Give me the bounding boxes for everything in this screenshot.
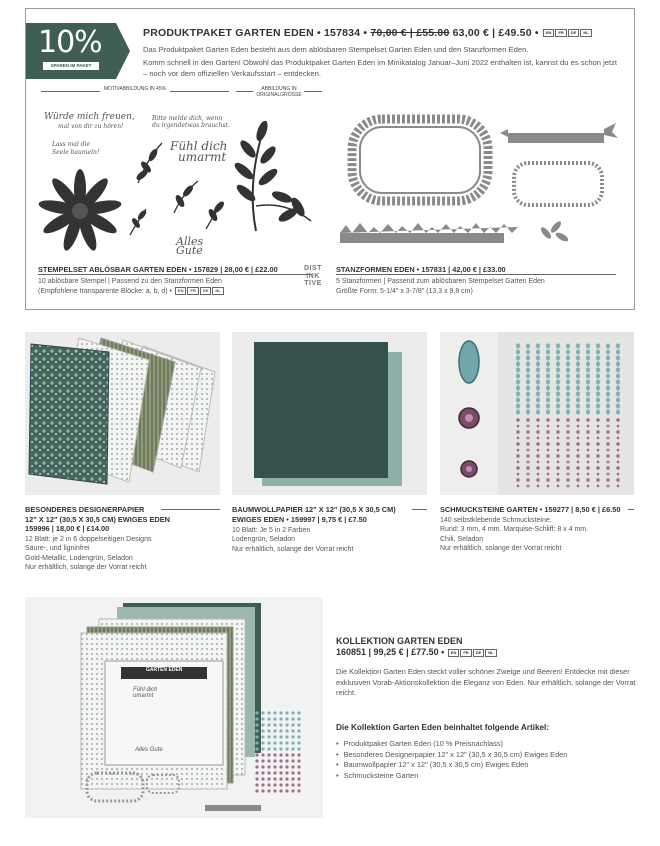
list-item: • Besonderes Designerpapier 12" x 12" (30,5 x 30,5 cm) Ewiges Eden	[336, 750, 636, 761]
collection-gems-icon	[253, 709, 313, 799]
collection-box-label: GARTEN EDEN	[146, 667, 183, 673]
original-size-label: ABBILDUNG IN ORIGINALGRÖSSE	[236, 91, 322, 92]
stamp-sentiment-1: Würde mich freuen, mal von dir zu hören!	[44, 112, 135, 130]
designer-paper-title: BESONDERES DESIGNERPAPIER 12" X 12" (30,5 X 30,5 CM) EWIGES EDEN 159996 | 18,00 € | £14.00	[25, 505, 171, 533]
bundle-number: 157834	[324, 27, 361, 39]
bundle-name: PRODUKTPAKET GARTEN EDEN	[143, 27, 314, 39]
bundle-heading: PRODUKTPAKET GARTEN EDEN • 157834 • 70,00 € | £55.00 63,00 € | £49.50 • EN FR DE NL	[143, 27, 592, 39]
designer-paper-image	[25, 332, 220, 495]
collection-description: Die Kollektion Garten Eden steckt voller schöner Zweige und Beeren! Entdecke mit dieser exklusiven Vorab-Aktionskollektion die Eleganz von Eden. Nur erhältlich, solange der Vorrat reicht.	[336, 667, 636, 698]
bundle-section	[25, 8, 635, 310]
cardstock-icon	[232, 332, 427, 495]
list-item: • Produktpaket Garten Eden (10 % Preisnachlass)	[336, 739, 636, 750]
stamp-set-image	[38, 103, 230, 257]
branch-original-icon	[226, 111, 326, 241]
cardstock-image	[232, 332, 427, 495]
collection-price: 160851 | 99,25 € | £77.50 •	[336, 647, 445, 657]
gems-title: SCHMUCKSTEINE GARTEN • 159277 | 8,50 € | £6.50	[440, 505, 621, 514]
stamp-sentiment-3: Lass mal die Seele baumeln!	[52, 141, 100, 156]
motiv-scale-label: MOTIVABBILDUNG IN 45%	[41, 91, 229, 103]
stamp-set-title: STEMPELSET ABLÖSBAR GARTEN EDEN • 157829 | 28,00 € | £22.00	[38, 265, 312, 275]
bundle-new-price: 63,00 € | £49.50	[452, 27, 532, 39]
stamp-sentiment-5: Alles Gute	[176, 235, 204, 257]
leaf-stamps-icon	[38, 103, 230, 257]
collection-box-text-2: Alles Gute	[135, 747, 163, 753]
gems-details: 140 selbstklebende Schmucksteine. Rund: 3 mm, 4 mm. Marquise-Schliff: 8 x 4 mm. Chili, Seladon Nur erhältlich, solange der Vorrat reicht	[440, 517, 589, 553]
dies-details: 5 Stanzformen | Passend zum ablösbaren Stempelset Garten Eden Größte Form: 5-1/4" x 3-7/8" (13,3 x 9,8 cm)	[336, 278, 545, 295]
collection-image	[25, 597, 323, 818]
collection-box-text: Fühl dich umarmt	[133, 687, 158, 699]
die-banner	[508, 133, 604, 143]
cardstock-title: BAUMWOLLPAPIER 12" X 12" (30,5 X 30,5 CM) EWIGES EDEN • 159997 | 9,75 € | £7.50	[232, 505, 396, 524]
designer-paper-details: 12 Blatt: je 2 in 6 doppelseitigen Designs Säure-, und ligninfrei Gold-Metallic, Lodengrün, Seladon Nur erhältlich, solange der Vorrat reicht	[25, 536, 152, 572]
collection-items	[336, 739, 636, 781]
flag-de: DE	[568, 29, 580, 37]
list-item: • Schmucksteine Garten	[336, 771, 636, 782]
badge-percent: 10%	[38, 25, 102, 60]
collection-name: KOLLEKTION GARTEN EDEN	[336, 636, 463, 646]
list-item: • Baumwollpapier 12" x 12" (30,5 x 30,5 cm) Ewiges Eden	[336, 760, 636, 771]
flag-en: EN	[543, 29, 555, 37]
cardstock-details: 10 Blatt: Je 5 in 2 Farben Lodengrün, Seladon Nur erhältlich, solange der Vorrat reicht	[232, 527, 354, 553]
collection-heading: KOLLEKTION GARTEN EDEN 160851 | 99,25 € | £77.50 • EN FR DE NL	[336, 636, 497, 658]
stamp-sentiment-4: Fühl dich umarmt	[170, 139, 228, 164]
bundle-old-price: 70,00 € | £55.00	[370, 27, 450, 39]
dies-title: STANZFORMEN EDEN • 157831 | 42,00 € | £33.00	[336, 265, 616, 275]
badge-caption: SPAREN IM PAKET	[43, 62, 99, 70]
discount-badge	[26, 23, 130, 79]
gems-icon	[440, 332, 634, 495]
flag-fr: FR	[555, 29, 566, 37]
collection-subheading: Die Kollektion Garten Eden beinhaltet folgende Artikel:	[336, 723, 550, 732]
stamp-sentiment-2: Bitte melde dich, wenn du irgendetwas brauchst.	[152, 115, 230, 129]
flag-nl: NL	[580, 29, 591, 37]
gems-image	[440, 332, 634, 495]
distinktive-logo: DIST INK TIVE	[304, 265, 322, 288]
die-frames-icon	[336, 105, 626, 255]
stamp-set-details: 10 ablösbare Stempel | Passend zu den Stanzformen Eden (Empfohlene transparente Blöcke: a, b, d) • EN FR DE NL	[38, 278, 222, 295]
bundle-description: Das Produktpaket Garten Eden besteht aus dem ablösbaren Stempelset Garten Eden und den Stanzformen Eden. Komm schnell in den Garten! Obwohl das Produktpaket Garten Eden im Minikatalog Januar–Juni 2022 enthalten ist, kannst du es schon jetzt – noch vor dem offiziellen Verkaufsstart – entdecken.	[143, 45, 618, 78]
paper-stack-icon	[25, 332, 220, 495]
